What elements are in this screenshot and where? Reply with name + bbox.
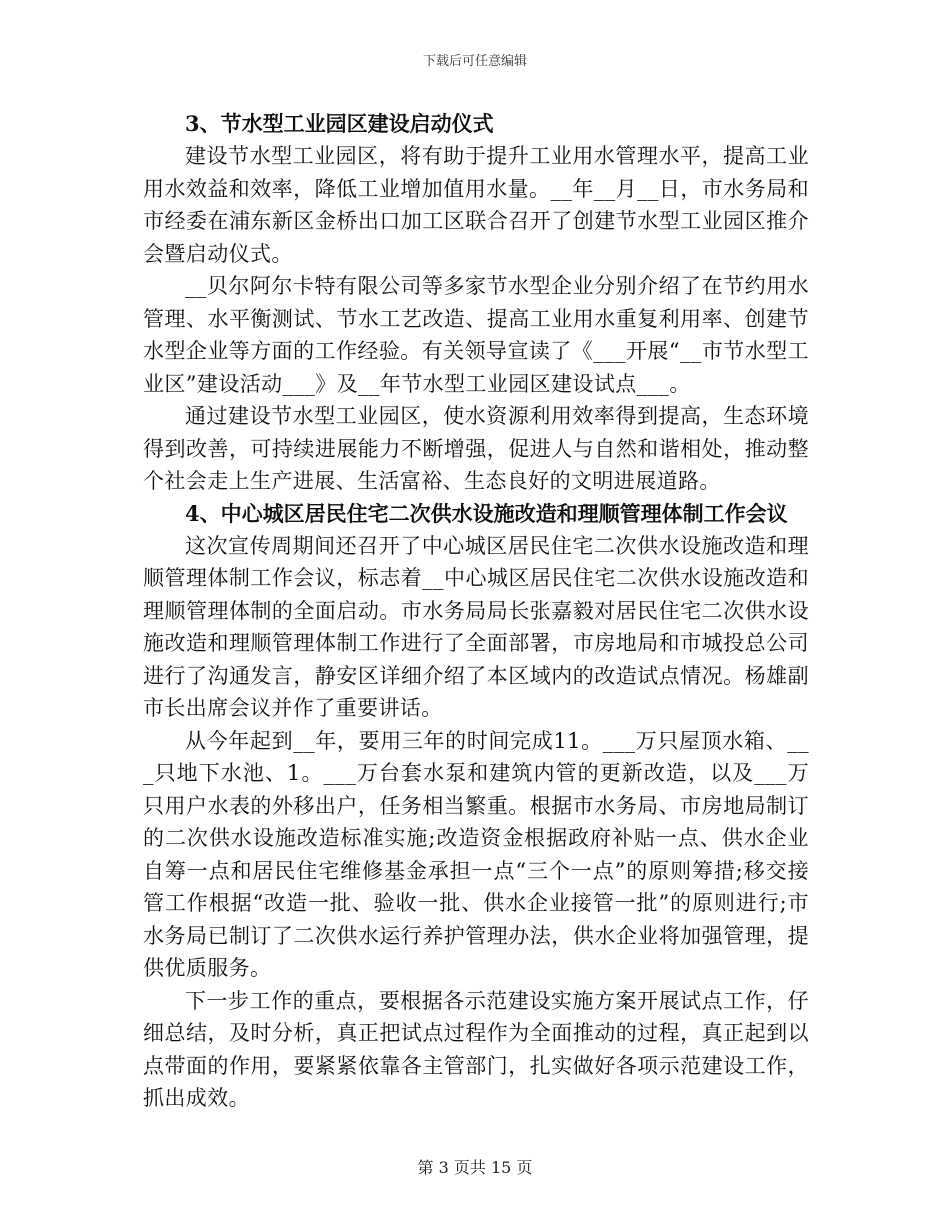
document-body bbox=[143, 108, 809, 1115]
page-number: 第 3 页共 15 页 bbox=[417, 1158, 533, 1177]
section-heading-3: 3、节水型工业园区建设启动仪式 bbox=[185, 111, 494, 136]
paragraph: 通过建设节水型工业园区，使水资源利用效率得到提高，生态环境得到改善，可持续进展能力不断增强，促进人与自然和谐相处，推动整个社会走上生产进展、生活富裕、生态良好的文明进展道路。 bbox=[143, 404, 809, 493]
page-header-note: 下载后可任意编辑 bbox=[422, 54, 527, 69]
paragraph: 这次宣传周期间还召开了中心城区居民住宅二次供水设施改造和理顺管理体制工作会议，标志着__中心城区居民住宅二次供水设施改造和理顺管理体制的全面启动。市水务局局长张嘉毅对居民住宅二次供水设施改造和理顺管理体制工作进行了全面部署，市房地局和市城投总公司进行了沟通发言，静安区详细介绍了本区域内的改造试点情况。杨雄副市长出席会议并作了重要讲话。 bbox=[143, 533, 809, 720]
paragraph: __贝尔阿尔卡特有限公司等多家节水型企业分别介绍了在节约用水管理、水平衡测试、节水工艺改造、提高工业用水重复利用率、创建节水型企业等方面的工作经验。有关领导宣读了《___开展“__市节水型工业区”建设活动___》及__年节水型工业园区建设试点___。 bbox=[143, 274, 809, 396]
section-heading-4: 4、中心城区居民住宅二次供水设施改造和理顺管理体制工作会议 bbox=[185, 500, 788, 526]
paragraph: 建设节水型工业园区，将有助于提升工业用水管理水平，提高工业用水效益和效率，降低工业增加值用水量。__年__月__日，市水务局和市经委在浦东新区金桥出口加工区联合召开了创建节水型工业园区推介会暨启动仪式。 bbox=[143, 144, 809, 266]
paragraph: 下一步工作的重点，要根据各示范建设实施方案开展试点工作，仔细总结，及时分析，真正把试点过程作为全面推动的过程，真正起到以点带面的作用，要紧紧依靠各主管部门，扎实做好各项示范建设工作，抓出成效。 bbox=[143, 988, 809, 1110]
paragraph: 从今年起到__年，要用三年的时间完成11。___万只屋顶水箱、___只地下水池、1。___万台套水泵和建筑内管的更新改造，以及___万只用户水表的外移出户，任务相当繁重。根据市水务局、市房地局制订的二次供水设施改造标准实施;改造资金根据政府补贴一点、供水企业自筹一点和居民住宅维修基金承担一点“三个一点”的原则筹措;移交接管工作根据“改造一批、验收一批、供水企业接管一批”的原则进行;市水务局已制订了二次供水运行养护管理办法，供水企业将加强管理，提供优质服务。 bbox=[143, 728, 809, 980]
